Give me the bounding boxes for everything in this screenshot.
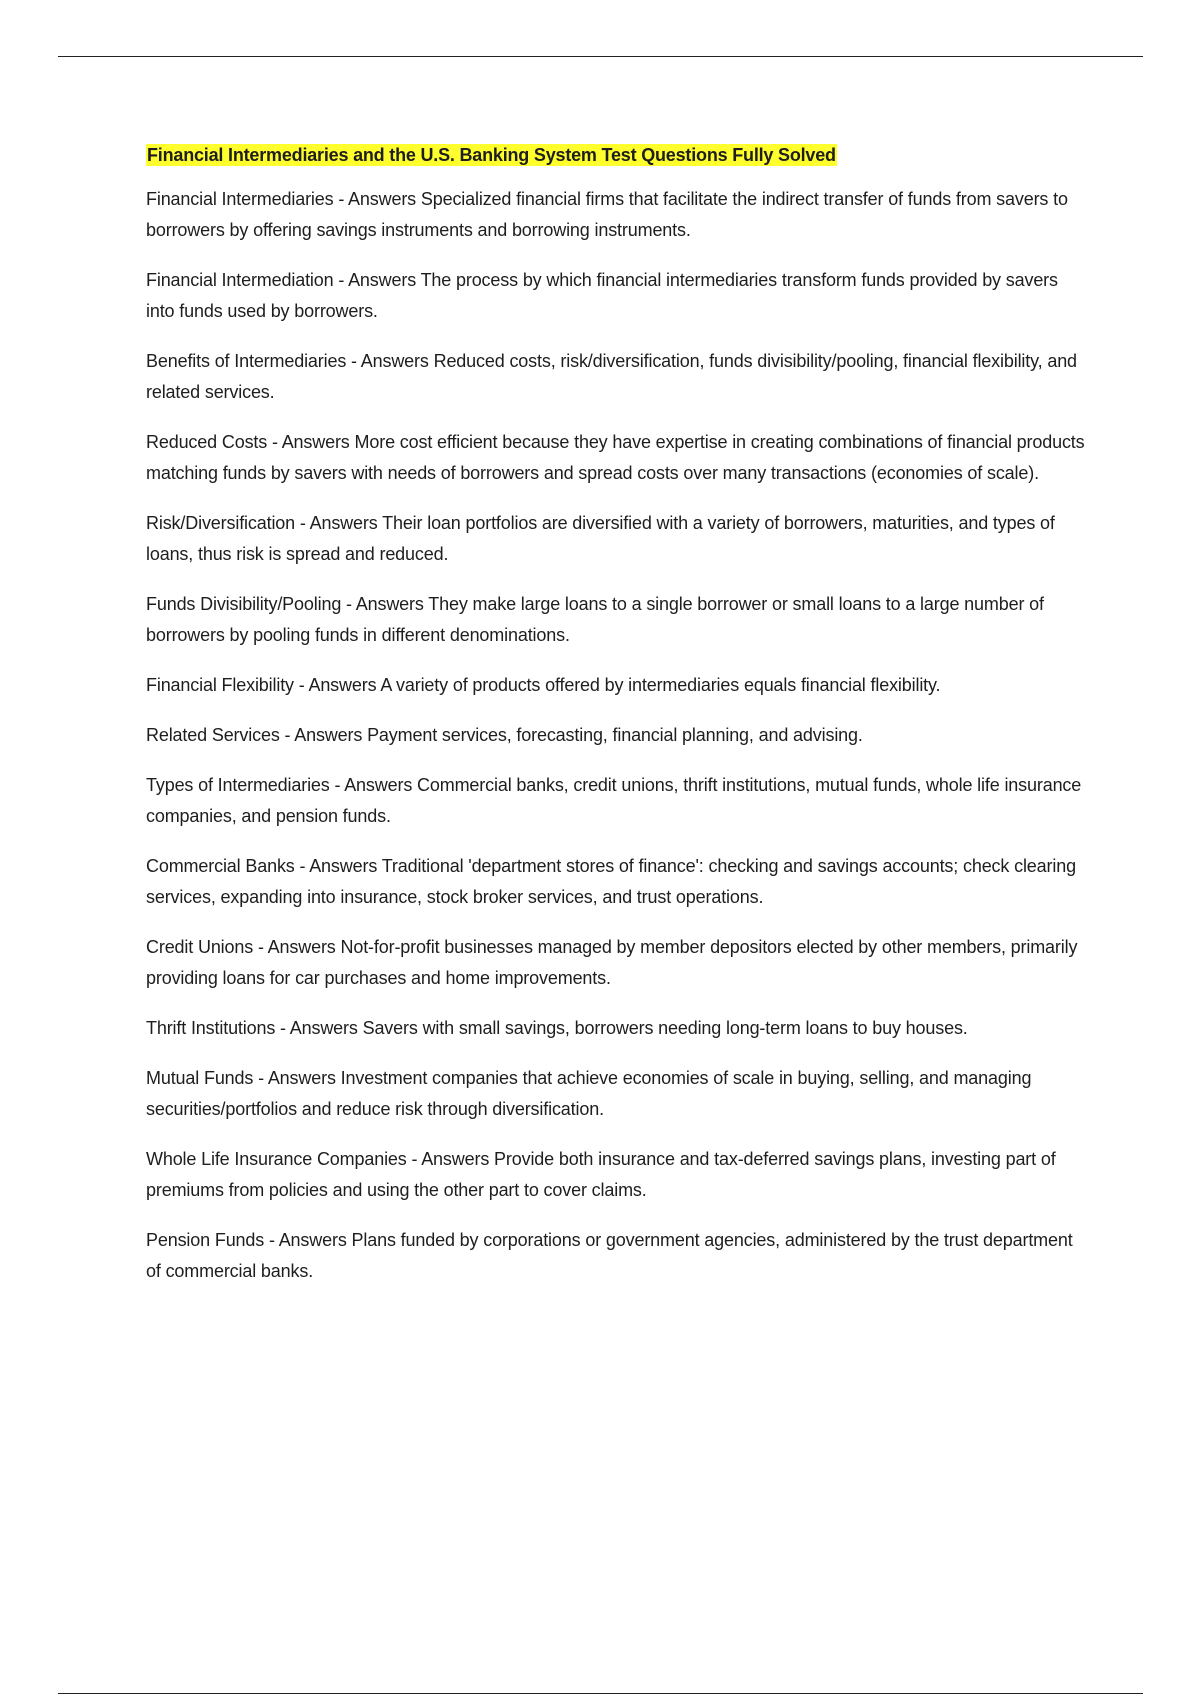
qa-item <box>146 851 1086 913</box>
qa-term: Thrift Institutions <box>146 1018 276 1038</box>
qa-item <box>146 1225 1086 1287</box>
qa-answer: Not-for-profit businesses managed by member depositors elected by other members, primarily providing loans for car purchases and home improvements. <box>146 937 1078 988</box>
qa-item <box>146 265 1086 327</box>
qa-answer: The process by which financial intermediaries transform funds provided by savers into funds used by borrowers. <box>146 270 1058 321</box>
qa-term: Types of Intermediaries <box>146 775 330 795</box>
qa-separator: - <box>341 594 356 614</box>
qa-answer: Payment services, forecasting, financial planning, and advising. <box>367 725 863 745</box>
qa-answer-label: Answers <box>348 189 421 209</box>
qa-answer: More cost efficient because they have expertise in creating combinations of financial products matching funds by savers with needs of borrowers and spread costs over many transactions (economies of scale). <box>146 432 1085 483</box>
qa-item <box>146 1144 1086 1206</box>
qa-item <box>146 427 1086 489</box>
qa-answer: Reduced costs, risk/diversification, funds divisibility/pooling, financial flexibility, and related services. <box>146 351 1077 402</box>
qa-term: Financial Intermediation <box>146 270 334 290</box>
qa-answer-label: Answers <box>348 270 421 290</box>
qa-term: Financial Intermediaries <box>146 189 334 209</box>
qa-answer-label: Answers <box>355 594 429 614</box>
qa-term: Benefits of Intermediaries <box>146 351 347 371</box>
qa-item <box>146 589 1086 651</box>
qa-separator: - <box>329 775 345 795</box>
qa-term: Funds Divisibility/Pooling <box>146 594 342 614</box>
qa-separator: - <box>279 725 295 745</box>
qa-term: Related Services <box>146 725 280 745</box>
qa-answer: Traditional 'department stores of finance': checking and savings accounts; check clearing services, expanding into insurance, stock broker services, and trust operations. <box>146 856 1076 907</box>
title-highlight: Financial Intermediaries and the U.S. Banking System Test Questions Fully Solved <box>147 145 836 165</box>
qa-answer: They make large loans to a single borrower or small loans to a large number of borrowers by pooling funds in different denominations. <box>146 594 1044 645</box>
qa-answer: Plans funded by corporations or government agencies, administered by the trust department of commercial banks. <box>146 1230 1073 1281</box>
qa-item <box>146 720 1086 751</box>
qa-term: Whole Life Insurance Companies <box>146 1149 407 1169</box>
qa-item <box>146 932 1086 994</box>
qa-answer: Commercial banks, credit unions, thrift institutions, mutual funds, whole life insurance companies, and pension funds. <box>146 775 1082 826</box>
qa-answer-label: Answers <box>267 1068 341 1088</box>
qa-item <box>146 670 1086 701</box>
qa-answer-label: Answers <box>421 1149 495 1169</box>
qa-separator: - <box>294 856 310 876</box>
qa-term: Mutual Funds <box>146 1068 254 1088</box>
qa-separator: - <box>295 513 310 533</box>
qa-answer: Their loan portfolios are diversified with a variety of borrowers, maturities, and types of loans, thus risk is spread and reduced. <box>146 513 1055 564</box>
qa-item <box>146 508 1086 570</box>
qa-separator: - <box>406 1149 422 1169</box>
qa-answer-label: Answers <box>267 937 341 957</box>
qa-answer: Investment companies that achieve economies of scale in buying, selling, and managing securities/portfolios and reduce risk through diversification. <box>146 1068 1032 1119</box>
qa-list <box>146 184 1086 1287</box>
document-title <box>146 143 1086 167</box>
qa-answer-label: Answers <box>309 856 382 876</box>
qa-answer-label: Answers <box>278 1230 352 1250</box>
qa-separator: - <box>253 1068 268 1088</box>
qa-separator: - <box>333 189 349 209</box>
qa-item <box>146 770 1086 832</box>
qa-separator: - <box>264 1230 279 1250</box>
qa-answer-label: Answers <box>294 725 368 745</box>
qa-answer-label: Answers <box>360 351 434 371</box>
footer-rule <box>58 1693 1143 1694</box>
qa-item <box>146 1013 1086 1044</box>
qa-item <box>146 1063 1086 1125</box>
qa-term: Credit Unions <box>146 937 254 957</box>
qa-answer-label: Answers <box>281 432 355 452</box>
document-body <box>146 143 1086 1306</box>
qa-term: Commercial Banks <box>146 856 295 876</box>
qa-separator: - <box>333 270 349 290</box>
qa-separator: - <box>346 351 361 371</box>
qa-term: Risk/Diversification <box>146 513 296 533</box>
qa-separator: - <box>293 675 309 695</box>
qa-term: Reduced Costs <box>146 432 268 452</box>
qa-answer-label: Answers <box>308 675 381 695</box>
header-rule <box>58 56 1143 57</box>
qa-answer: Specialized financial firms that facilitate the indirect transfer of funds from savers to borrowers by offering savings instruments and borrowing instruments. <box>146 189 1068 240</box>
qa-separator: - <box>253 937 268 957</box>
qa-term: Financial Flexibility <box>146 675 294 695</box>
qa-answer: Savers with small savings, borrowers needing long-term loans to buy houses. <box>362 1018 968 1038</box>
qa-item <box>146 346 1086 408</box>
qa-separator: - <box>267 432 282 452</box>
qa-answer: Provide both insurance and tax-deferred savings plans, investing part of premiums from policies and using the other part to cover claims. <box>146 1149 1056 1200</box>
qa-item <box>146 184 1086 246</box>
qa-answer: A variety of products offered by intermediaries equals financial flexibility. <box>380 675 941 695</box>
qa-answer-label: Answers <box>309 513 383 533</box>
qa-answer-label: Answers <box>344 775 418 795</box>
qa-term: Pension Funds <box>146 1230 265 1250</box>
qa-separator: - <box>275 1018 290 1038</box>
qa-answer-label: Answers <box>289 1018 363 1038</box>
